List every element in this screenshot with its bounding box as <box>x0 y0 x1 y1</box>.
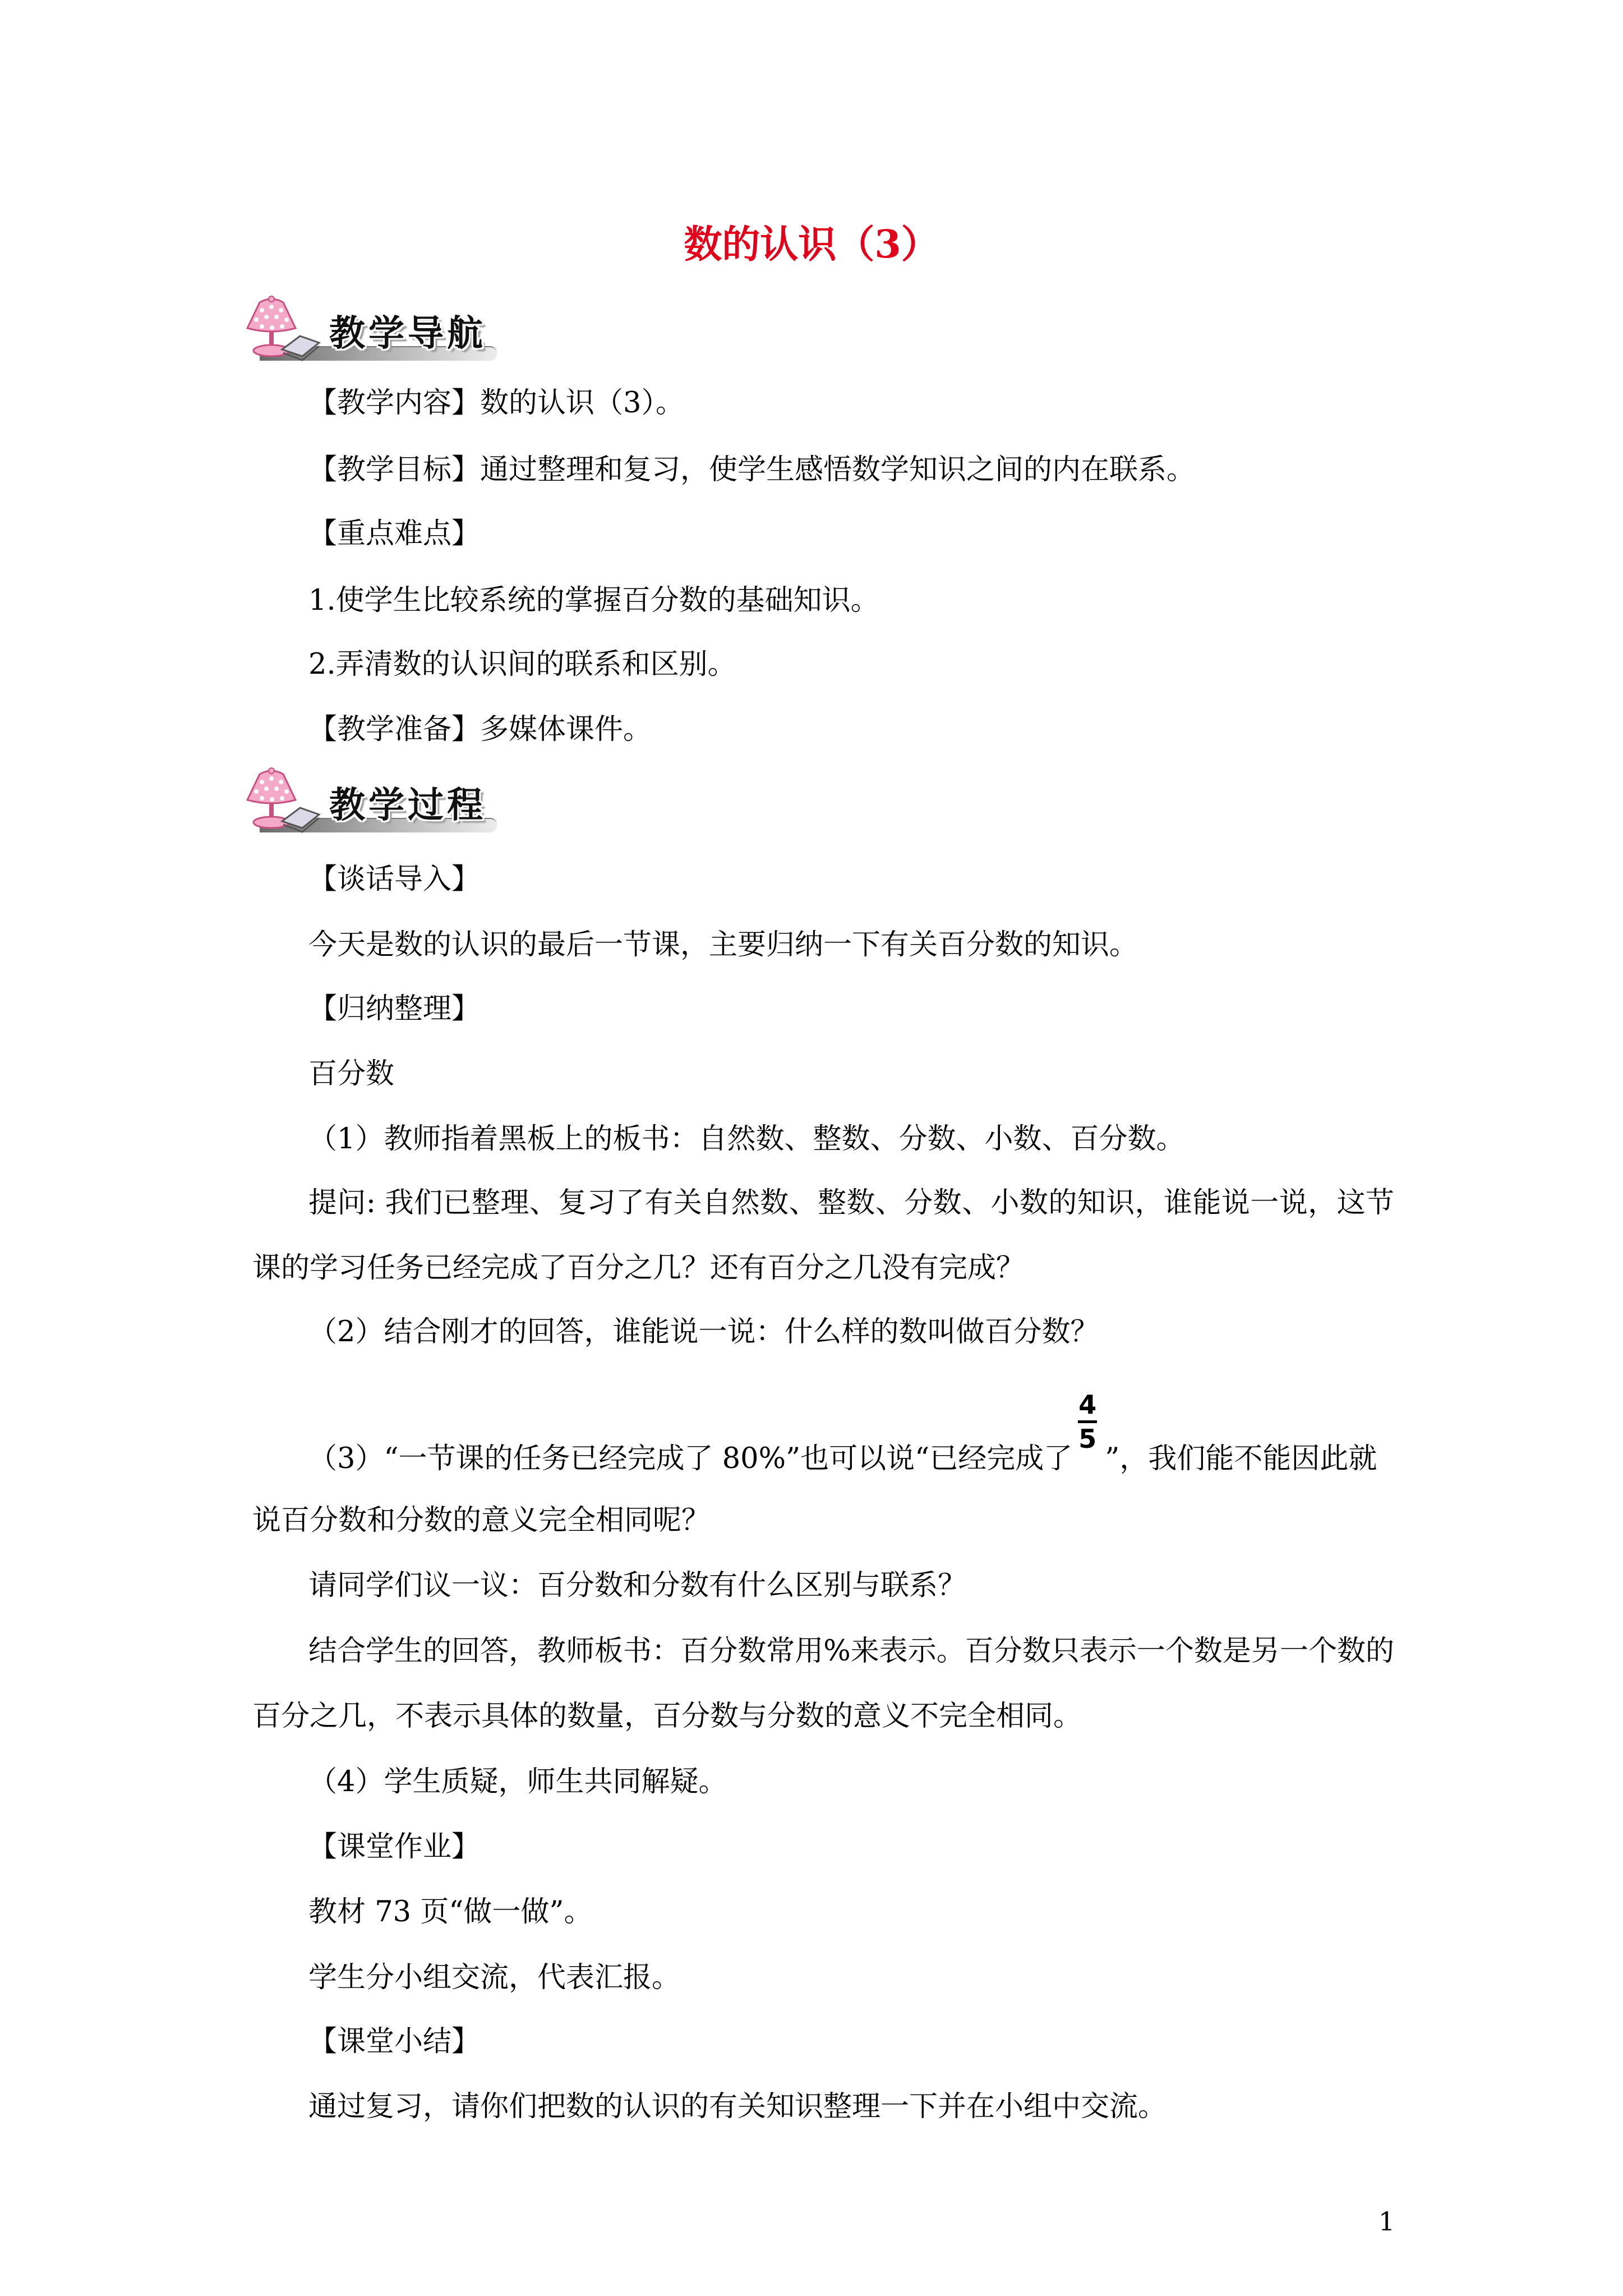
question-line: 提问: 我们已整理、复习了有关自然数、整数、分数、小数的知识，谁能说一说，这节 <box>308 1186 1394 1220</box>
wrap-up-heading: 【课堂小结】 <box>308 2025 481 2058</box>
key-point-item: 1.使学生比较系统的掌握百分数的基础知识。 <box>308 584 879 617</box>
section-banner-navigation <box>237 295 501 365</box>
board-line: 百分之几，不表示具体的数量，百分数与分数的意义不完全相同。 <box>252 1700 1082 1733</box>
step-4-line: （4）学生质疑，师生共同解疑。 <box>308 1765 727 1798</box>
fraction-numerator: 4 <box>1078 1389 1097 1420</box>
homework-line: 学生分小组交流，代表汇报。 <box>308 1961 681 1994</box>
page-number: 1 <box>1378 2206 1395 2237</box>
homework-line: 教材 73 页“做一做”。 <box>308 1895 593 1929</box>
question-line: 课的学习任务已经完成了百分之几？还有百分之几没有完成？ <box>252 1251 1025 1285</box>
step-3-line <box>308 1389 1402 1475</box>
topic-line: 百分数 <box>308 1057 395 1091</box>
fraction-denominator: 5 <box>1078 1423 1097 1454</box>
step-1-line: （1）教师指着黑板上的板书：自然数、整数、分数、小数、百分数。 <box>308 1122 1185 1156</box>
teaching-goal-line: 【教学目标】通过整理和复习，使学生感悟数学知识之间的内在联系。 <box>308 453 1196 486</box>
teaching-content-line: 【教学内容】数的认识（3）。 <box>308 386 684 420</box>
banner-label: 教学导航 <box>329 313 486 355</box>
step-3-text-before: （3）“一节课的任务已经完成了 80%”也可以说“已经完成了 <box>308 1442 1073 1475</box>
homework-heading: 【课堂作业】 <box>308 1830 481 1864</box>
step-3-line-2: 说百分数和分数的意义完全相同呢？ <box>252 1504 711 1537</box>
step-2-line: （2）结合刚才的回答，谁能说一说：什么样的数叫做百分数？ <box>308 1315 1099 1349</box>
step-3-text-after: ”，我们能不能因此就 <box>1105 1442 1377 1475</box>
banner-label: 教学过程 <box>329 785 486 826</box>
board-line: 结合学生的回答，教师板书：百分数常用%来表示。百分数只表示一个数是另一个数的 <box>308 1635 1394 1668</box>
lamp-book-icon <box>237 766 321 834</box>
intro-heading: 【谈话导入】 <box>308 863 481 896</box>
discuss-line: 请同学们议一议：百分数和分数有什么区别与联系？ <box>308 1569 967 1602</box>
intro-text: 今天是数的认识的最后一节课，主要归纳一下有关百分数的知识。 <box>308 928 1138 961</box>
section-banner-process <box>237 766 501 836</box>
lamp-book-icon <box>237 295 321 362</box>
wrap-up-text: 通过复习，请你们把数的认识的有关知识整理一下并在小组中交流。 <box>308 2090 1167 2123</box>
page-title: 数的认识（3） <box>684 222 939 267</box>
fraction <box>1078 1390 1097 1453</box>
key-points-heading: 【重点难点】 <box>308 517 481 550</box>
key-point-item: 2.弄清数的认识间的联系和区别。 <box>308 648 736 681</box>
preparation-line: 【教学准备】多媒体课件。 <box>308 713 652 746</box>
summary-heading: 【归纳整理】 <box>308 992 481 1025</box>
fraction-bar <box>1078 1420 1097 1423</box>
